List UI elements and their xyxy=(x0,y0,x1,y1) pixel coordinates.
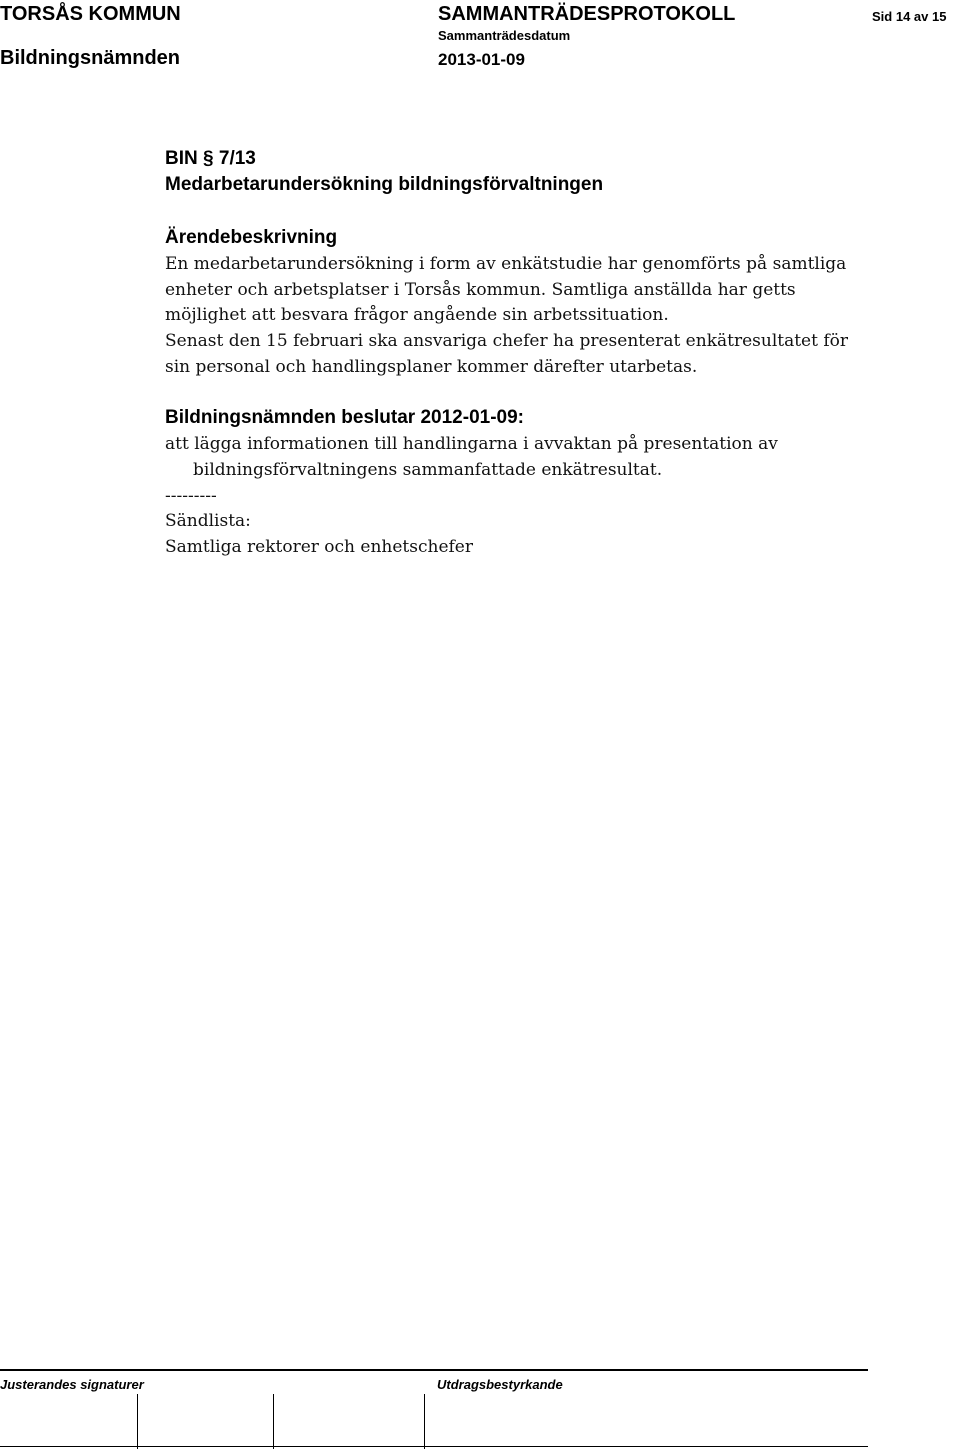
distribution-recipients: Samtliga rektorer och enhetschefer xyxy=(165,537,473,557)
description-line: sin personal och handlingsplaner kommer därefter utarbetas. xyxy=(165,356,698,377)
signature-box-divider xyxy=(273,1394,274,1449)
item-id-prefix: BIN xyxy=(165,148,198,169)
section-sign: § xyxy=(203,148,214,169)
separator: --------- xyxy=(165,486,217,506)
description-line: enheter och arbetsplatser i Torsås kommun. Samtliga anställda har getts xyxy=(165,279,796,300)
page-indicator: Sid 14 av 15 xyxy=(872,9,947,24)
item-id-number: 7/13 xyxy=(218,148,256,169)
protocol-title: SAMMANTRÄDESPROTOKOLL xyxy=(438,3,736,25)
municipality-name: TORSÅS KOMMUN xyxy=(0,3,181,25)
footer-top-rule xyxy=(0,1369,868,1371)
distribution-label: Sändlista: xyxy=(165,511,251,531)
meeting-date-label: Sammanträdesdatum xyxy=(438,28,571,43)
decision-heading: Bildningsnämnden beslutar 2012-01-09: xyxy=(165,407,524,428)
description-line: Senast den 15 februari ska ansvariga chefer ha presenterat enkätresultatet för xyxy=(165,331,849,352)
decision-line-1: att lägga informationen till handlingarna i avvaktan på presentation av xyxy=(165,434,778,454)
description-heading: Ärendebeskrivning xyxy=(165,227,338,248)
description-line: En medarbetarundersökning i form av enkätstudie har genomförts på samtliga xyxy=(165,254,847,274)
signatures-label: Justerandes signaturer xyxy=(0,1377,144,1392)
footer-bottom-rule xyxy=(0,1446,868,1447)
item-id xyxy=(165,146,256,172)
certification-label: Utdragsbestyrkande xyxy=(437,1377,563,1392)
description-body xyxy=(165,252,848,381)
signature-box-divider xyxy=(424,1394,425,1449)
meeting-date: 2013-01-09 xyxy=(438,50,525,69)
committee-name: Bildningsnämnden xyxy=(0,47,180,69)
description-line: möjlighet att besvara frågor angående sin arbetssituation. xyxy=(165,305,669,326)
item-title: Medarbetarundersökning bildningsförvaltningen xyxy=(165,174,604,195)
signature-box-divider xyxy=(137,1394,138,1449)
decision-line-2: bildningsförvaltningens sammanfattade enkätresultat. xyxy=(193,460,663,480)
